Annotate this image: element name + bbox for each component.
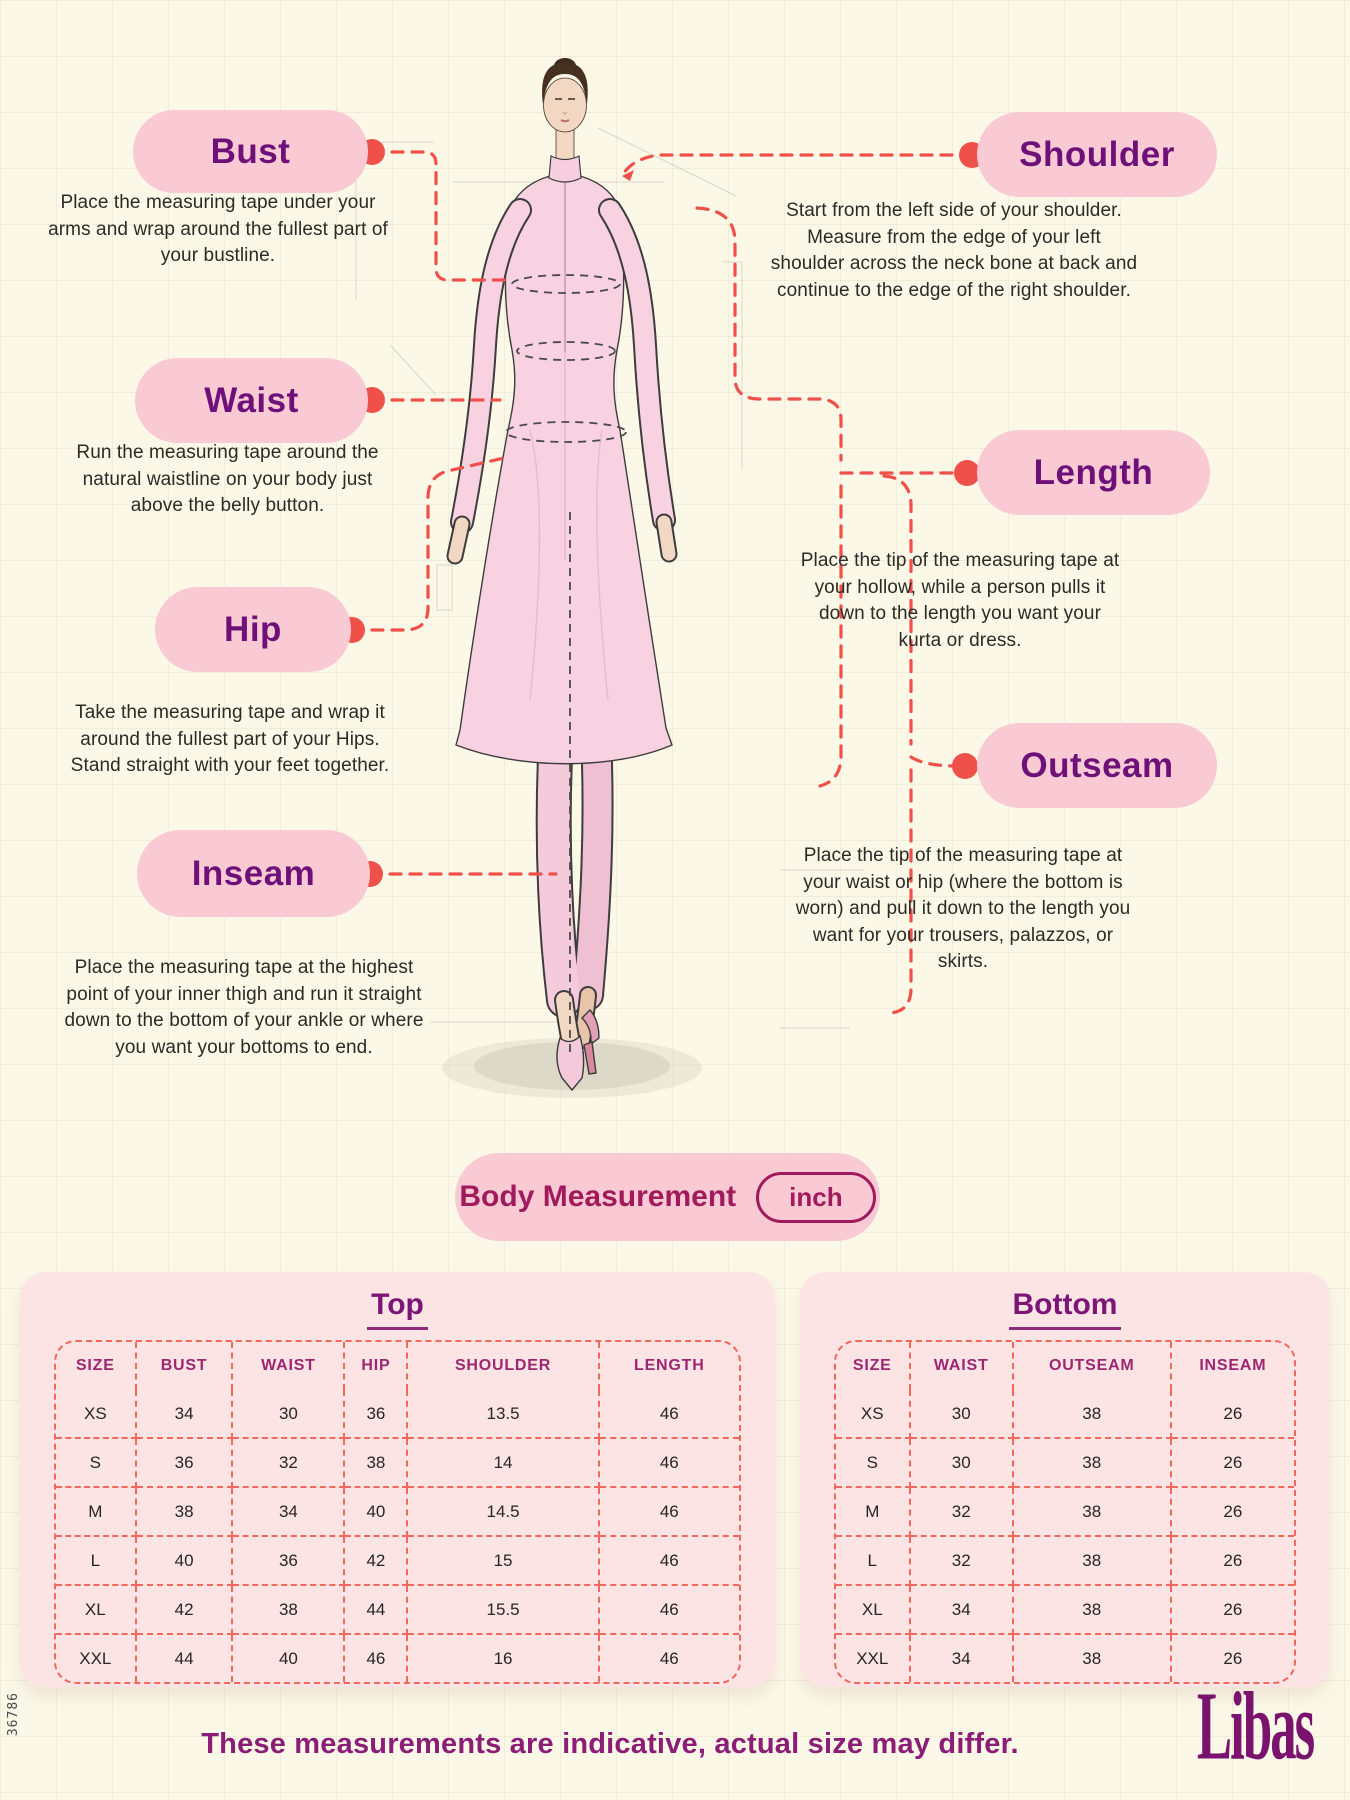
column-header: BUST — [136, 1342, 233, 1390]
length-description: Place the tip of the measuring tape at your hollow, while a person pulls it down to the length you want your kurta or dress. — [800, 550, 1120, 651]
top-table-frame — [54, 1340, 741, 1684]
size-cell: 15.5 — [407, 1585, 598, 1634]
size-cell: 46 — [599, 1487, 739, 1536]
size-cell: 13.5 — [407, 1390, 598, 1438]
column-header: SHOULDER — [407, 1342, 598, 1390]
size-cell: XXL — [836, 1634, 910, 1682]
column-header: SIZE — [56, 1342, 136, 1390]
size-cell: 32 — [910, 1487, 1013, 1536]
size-cell: 42 — [136, 1585, 233, 1634]
size-cell: 14.5 — [407, 1487, 598, 1536]
size-row — [56, 1585, 739, 1634]
floor-shadow-inner — [474, 1042, 670, 1090]
model-arms — [455, 210, 669, 556]
size-cell: 40 — [344, 1487, 407, 1536]
size-cell: 32 — [910, 1536, 1013, 1585]
header-row — [56, 1342, 739, 1390]
size-cell: L — [836, 1536, 910, 1585]
size-cell: 38 — [1013, 1634, 1171, 1682]
size-cell: XS — [56, 1390, 136, 1438]
bottom-size-table-panel — [800, 1272, 1330, 1687]
size-cell: 46 — [344, 1634, 407, 1682]
column-header: WAIST — [232, 1342, 344, 1390]
size-cell: 42 — [344, 1536, 407, 1585]
size-row — [56, 1536, 739, 1585]
column-header: WAIST — [910, 1342, 1013, 1390]
top-size-table — [56, 1342, 739, 1682]
size-cell: 26 — [1171, 1438, 1294, 1487]
column-header: HIP — [344, 1342, 407, 1390]
size-row — [836, 1585, 1294, 1634]
size-cell: S — [56, 1438, 136, 1487]
outseam-dot — [952, 753, 978, 779]
size-cell: 36 — [136, 1438, 233, 1487]
size-cell: 46 — [599, 1585, 739, 1634]
size-cell: 34 — [232, 1487, 344, 1536]
hip-guide-ellipse — [506, 422, 626, 442]
size-row — [836, 1536, 1294, 1585]
model-ankles — [564, 995, 588, 1055]
column-header: LENGTH — [599, 1342, 739, 1390]
waist-description: Run the measuring tape around the natural waistline on your body just above the belly button. — [76, 442, 379, 517]
shoulder-label-pill: Shoulder — [977, 112, 1217, 197]
size-cell: 16 — [407, 1634, 598, 1682]
body-measurement-label: Body Measurement — [459, 1180, 737, 1213]
size-cell: M — [56, 1487, 136, 1536]
size-cell: 26 — [1171, 1487, 1294, 1536]
bust-label-pill: Bust — [133, 110, 368, 193]
size-row — [836, 1487, 1294, 1536]
size-row — [836, 1390, 1294, 1438]
size-row — [56, 1438, 739, 1487]
size-cell: 32 — [232, 1438, 344, 1487]
size-cell: 46 — [599, 1438, 739, 1487]
size-cell: 38 — [1013, 1487, 1171, 1536]
size-cell: 44 — [344, 1585, 407, 1634]
size-row — [56, 1390, 739, 1438]
model-trousers — [554, 735, 598, 1000]
size-cell: 26 — [1171, 1536, 1294, 1585]
header-row — [836, 1342, 1294, 1390]
size-cell: 30 — [910, 1438, 1013, 1487]
disclaimer-text: These measurements are indicative, actual size may differ. — [201, 1728, 1019, 1760]
dashed-guides — [506, 275, 626, 1052]
bust-connector — [372, 152, 506, 280]
hip-description: Take the measuring tape and wrap it around the fullest part of your Hips. Stand straight with your feet together. — [70, 702, 390, 777]
size-cell: 46 — [599, 1634, 739, 1682]
size-cell: 44 — [136, 1634, 233, 1682]
sku-number: 36786 — [6, 1692, 21, 1737]
size-cell: 14 — [407, 1438, 598, 1487]
model-head — [542, 58, 588, 182]
shoulder-connector — [622, 155, 972, 176]
inseam-description: Place the measuring tape at the highest point of your inner thigh and run it straight down to the bottom of your ankle or where you want your bottoms to end. — [64, 957, 424, 1058]
unit-chip-inch[interactable]: inch — [756, 1172, 875, 1223]
model-figure — [455, 58, 672, 1090]
bottom-table-title: Bottom — [1009, 1288, 1122, 1330]
size-cell: 30 — [232, 1390, 344, 1438]
floor-shadow — [442, 1038, 702, 1098]
size-cell: 40 — [232, 1634, 344, 1682]
size-cell: 15 — [407, 1536, 598, 1585]
size-cell: 46 — [599, 1536, 739, 1585]
bottom-size-table — [836, 1342, 1294, 1682]
top-table-title: Top — [367, 1288, 428, 1330]
size-cell: 38 — [136, 1487, 233, 1536]
size-cell: 34 — [910, 1634, 1013, 1682]
shoulder-arrowhead — [622, 170, 634, 181]
inseam-label-pill: Inseam — [137, 830, 370, 917]
top-size-table-panel — [20, 1272, 775, 1687]
size-cell: 26 — [1171, 1585, 1294, 1634]
waist-guide-ellipse — [517, 342, 615, 360]
size-cell: 40 — [136, 1536, 233, 1585]
outseam-description: Place the tip of the measuring tape at your waist or hip (where the bottom is worn) and pull it down to the length you want for your trousers, palazzos, or skirts. — [795, 845, 1131, 973]
size-cell: 38 — [1013, 1585, 1171, 1634]
libas-logo: Libas — [1196, 1673, 1314, 1781]
size-cell: XL — [836, 1585, 910, 1634]
size-cell: M — [836, 1487, 910, 1536]
size-cell: 26 — [1171, 1634, 1294, 1682]
shoulder-description: Start from the left side of your shoulder. Measure from the edge of your left shoulder across the neck bone at back and continue to the edge of the right shoulder. — [770, 200, 1138, 301]
size-cell: 38 — [1013, 1536, 1171, 1585]
outseam-connector-branch — [911, 757, 958, 766]
size-row — [836, 1438, 1294, 1487]
size-cell: 46 — [599, 1390, 739, 1438]
size-cell: XL — [56, 1585, 136, 1634]
size-cell: L — [56, 1536, 136, 1585]
outseam-label-pill: Outseam — [977, 723, 1217, 808]
size-row — [56, 1634, 739, 1682]
body-measurement-pill — [455, 1153, 880, 1241]
column-header: OUTSEAM — [1013, 1342, 1171, 1390]
column-header: SIZE — [836, 1342, 910, 1390]
size-cell: 34 — [136, 1390, 233, 1438]
bust-description: Place the measuring tape under your arms and wrap around the fullest part of your bustline. — [48, 192, 388, 267]
size-cell: 38 — [344, 1438, 407, 1487]
hip-label-pill: Hip — [155, 587, 351, 672]
size-cell: 30 — [910, 1390, 1013, 1438]
size-cell: 38 — [1013, 1390, 1171, 1438]
size-cell: 36 — [344, 1390, 407, 1438]
model-heels — [557, 1010, 599, 1090]
size-cell: 38 — [1013, 1438, 1171, 1487]
column-header: INSEAM — [1171, 1342, 1294, 1390]
size-cell: XS — [836, 1390, 910, 1438]
length-label-pill: Length — [977, 430, 1210, 515]
size-row — [56, 1487, 739, 1536]
size-cell: 34 — [910, 1585, 1013, 1634]
bottom-table-frame — [834, 1340, 1296, 1684]
size-cell: 38 — [232, 1585, 344, 1634]
bust-guide-ellipse — [512, 275, 620, 293]
size-cell: S — [836, 1438, 910, 1487]
size-cell: XXL — [56, 1634, 136, 1682]
size-cell: 36 — [232, 1536, 344, 1585]
connector-arrow — [622, 170, 634, 181]
size-cell: 26 — [1171, 1390, 1294, 1438]
waist-label-pill: Waist — [135, 358, 368, 443]
model-kurta — [456, 176, 672, 764]
